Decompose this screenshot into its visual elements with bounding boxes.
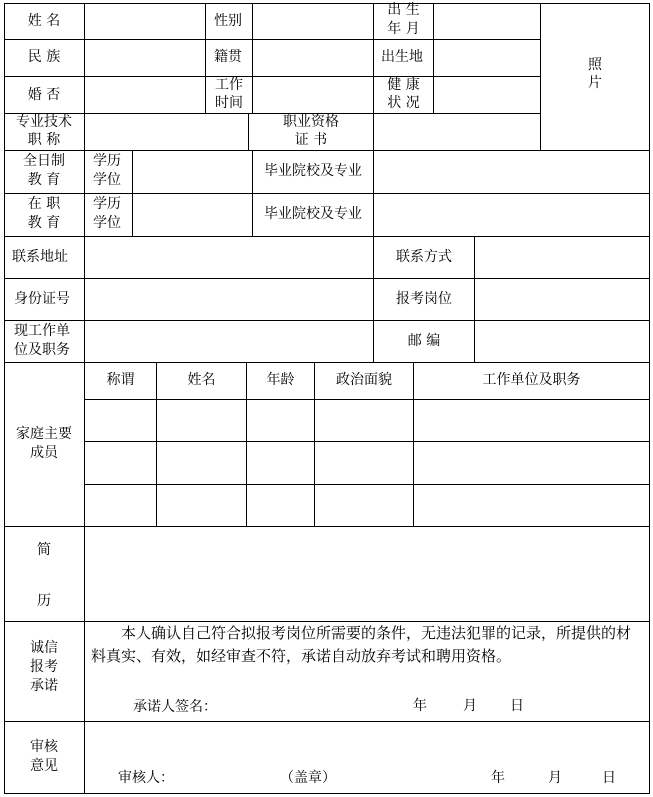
gender-label: 性别 bbox=[214, 13, 242, 29]
signature-label: 承诺人签名： bbox=[133, 699, 217, 715]
family-row-1[interactable] bbox=[85, 400, 649, 441]
address-field[interactable] bbox=[85, 237, 373, 278]
marital-status-field[interactable] bbox=[85, 77, 205, 113]
professional-title-label-line1: 专业技术 bbox=[16, 114, 72, 130]
gender-field[interactable] bbox=[253, 4, 373, 39]
fulltime-education-label-line1: 全日制 bbox=[23, 153, 65, 169]
birth-date-label-line1: 出 生 bbox=[387, 2, 420, 18]
review-year: 年 bbox=[491, 770, 505, 786]
address-label: 联系地址 bbox=[12, 249, 68, 265]
family-section-label bbox=[4, 425, 84, 463]
name-label: 姓 名 bbox=[27, 13, 61, 29]
birthplace-label: 出生地 bbox=[381, 49, 423, 65]
postcode-field[interactable] bbox=[475, 321, 649, 362]
id-number-field[interactable] bbox=[85, 279, 373, 320]
fulltime-degree-label-line1: 学历 bbox=[93, 153, 121, 169]
seal-label: （盖章） bbox=[280, 770, 336, 786]
pledge-month: 月 bbox=[463, 698, 477, 714]
work-start-label-line2: 时间 bbox=[215, 95, 243, 111]
col-line bbox=[84, 150, 85, 236]
family-row-3[interactable] bbox=[85, 485, 649, 526]
integrity-label-line1: 诚信 bbox=[30, 640, 58, 656]
integrity-label-line3: 承诺 bbox=[30, 678, 58, 694]
qualification-label-line2: 证 书 bbox=[294, 132, 328, 148]
ethnicity-label: 民 族 bbox=[27, 49, 61, 65]
inservice-education-label-line1: 在 职 bbox=[27, 196, 61, 212]
review-month: 月 bbox=[548, 770, 562, 786]
inservice-education-label bbox=[4, 195, 84, 233]
photo-label-line2: 片 bbox=[588, 75, 602, 91]
photo-label-line1: 照 bbox=[588, 57, 602, 73]
pledge-year: 年 bbox=[413, 698, 427, 714]
professional-title-field[interactable] bbox=[85, 114, 248, 150]
employer-label bbox=[14, 322, 70, 360]
family-row-2[interactable] bbox=[85, 442, 649, 484]
review-field[interactable] bbox=[85, 722, 649, 767]
birth-date-label bbox=[374, 1, 433, 39]
family-section-label-line1: 家庭主要 bbox=[16, 426, 72, 442]
fulltime-degree-label bbox=[93, 152, 121, 190]
birthplace-field[interactable] bbox=[434, 40, 540, 76]
birth-date-field[interactable] bbox=[434, 4, 540, 39]
work-start-label bbox=[206, 76, 252, 112]
family-col-age: 年龄 bbox=[266, 372, 295, 388]
inservice-degree-field[interactable] bbox=[133, 194, 252, 236]
family-col-name: 姓名 bbox=[187, 372, 216, 388]
review-label-line2: 意见 bbox=[30, 758, 58, 774]
name-field[interactable] bbox=[85, 4, 205, 39]
fulltime-education-label bbox=[4, 152, 84, 190]
applied-position-field[interactable] bbox=[475, 279, 649, 320]
reviewer-label: 审核人： bbox=[118, 770, 174, 786]
fulltime-education-label-line2: 教 育 bbox=[27, 172, 61, 188]
border-bottom bbox=[4, 793, 650, 794]
review-day: 日 bbox=[602, 770, 616, 786]
health-field[interactable] bbox=[434, 77, 540, 113]
inservice-degree-label bbox=[93, 195, 121, 233]
inservice-school-label: 毕业院校及专业 bbox=[264, 206, 362, 222]
ethnicity-field[interactable] bbox=[85, 40, 205, 76]
resume-label-line1: 简 bbox=[37, 542, 51, 558]
fulltime-degree-label-line2: 学位 bbox=[93, 172, 121, 188]
review-label-line1: 审核 bbox=[30, 739, 58, 755]
integrity-label-line2: 报考 bbox=[30, 659, 58, 675]
work-start-field[interactable] bbox=[253, 77, 373, 113]
integrity-statement: 本人确认自己符合拟报考岗位所需要的条件，无违法犯罪的记录，所提供的材料真实、有效，如经审查不符，承诺自动放弃考试和聘用资格。 bbox=[91, 624, 632, 665]
native-place-field[interactable] bbox=[253, 40, 373, 76]
health-label-line2: 状 况 bbox=[387, 95, 420, 111]
signature-field[interactable] bbox=[220, 695, 400, 717]
review-label bbox=[4, 738, 84, 776]
birth-date-label-line2: 年 月 bbox=[387, 21, 420, 37]
employer-field[interactable] bbox=[85, 321, 373, 362]
pledge-day: 日 bbox=[510, 698, 524, 714]
family-col-relation: 称谓 bbox=[106, 372, 135, 388]
employer-label-line1: 现工作单 bbox=[14, 323, 70, 339]
marital-status-label: 婚 否 bbox=[27, 87, 61, 103]
photo-box[interactable] bbox=[541, 4, 649, 150]
qualification-label-line1: 职业资格 bbox=[283, 114, 339, 130]
employer-label-line2: 位及职务 bbox=[14, 342, 70, 358]
applied-position-label: 报考岗位 bbox=[396, 291, 452, 307]
phone-field[interactable] bbox=[475, 237, 649, 278]
health-label bbox=[374, 76, 433, 112]
phone-label: 联系方式 bbox=[396, 249, 452, 265]
row-line bbox=[4, 362, 650, 363]
inservice-degree-label-line1: 学历 bbox=[93, 196, 121, 212]
qualification-label bbox=[249, 113, 373, 149]
family-col-political-status: 政治面貌 bbox=[336, 372, 392, 388]
professional-title-label-line2: 职 称 bbox=[27, 132, 61, 148]
native-place-label: 籍贯 bbox=[214, 49, 242, 65]
inservice-education-label-line2: 教 育 bbox=[27, 215, 61, 231]
fulltime-school-label: 毕业院校及专业 bbox=[264, 163, 362, 179]
resume-field[interactable] bbox=[85, 527, 649, 621]
health-label-line1: 健 康 bbox=[387, 77, 420, 93]
resume-label-line2: 历 bbox=[37, 593, 51, 609]
inservice-degree-label-line2: 学位 bbox=[93, 215, 121, 231]
professional-title-label bbox=[4, 113, 84, 149]
border-right bbox=[649, 3, 650, 794]
fulltime-degree-field[interactable] bbox=[133, 151, 252, 193]
inservice-school-field[interactable] bbox=[374, 194, 649, 236]
fulltime-school-field[interactable] bbox=[374, 151, 649, 193]
id-number-label: 身份证号 bbox=[14, 291, 70, 307]
postcode-label: 邮 编 bbox=[407, 333, 441, 349]
integrity-label bbox=[4, 639, 84, 696]
family-col-employer: 工作单位及职务 bbox=[482, 372, 581, 388]
qualification-field[interactable] bbox=[374, 114, 540, 150]
family-section-label-line2: 成员 bbox=[30, 445, 58, 461]
work-start-label-line1: 工作 bbox=[215, 77, 243, 93]
